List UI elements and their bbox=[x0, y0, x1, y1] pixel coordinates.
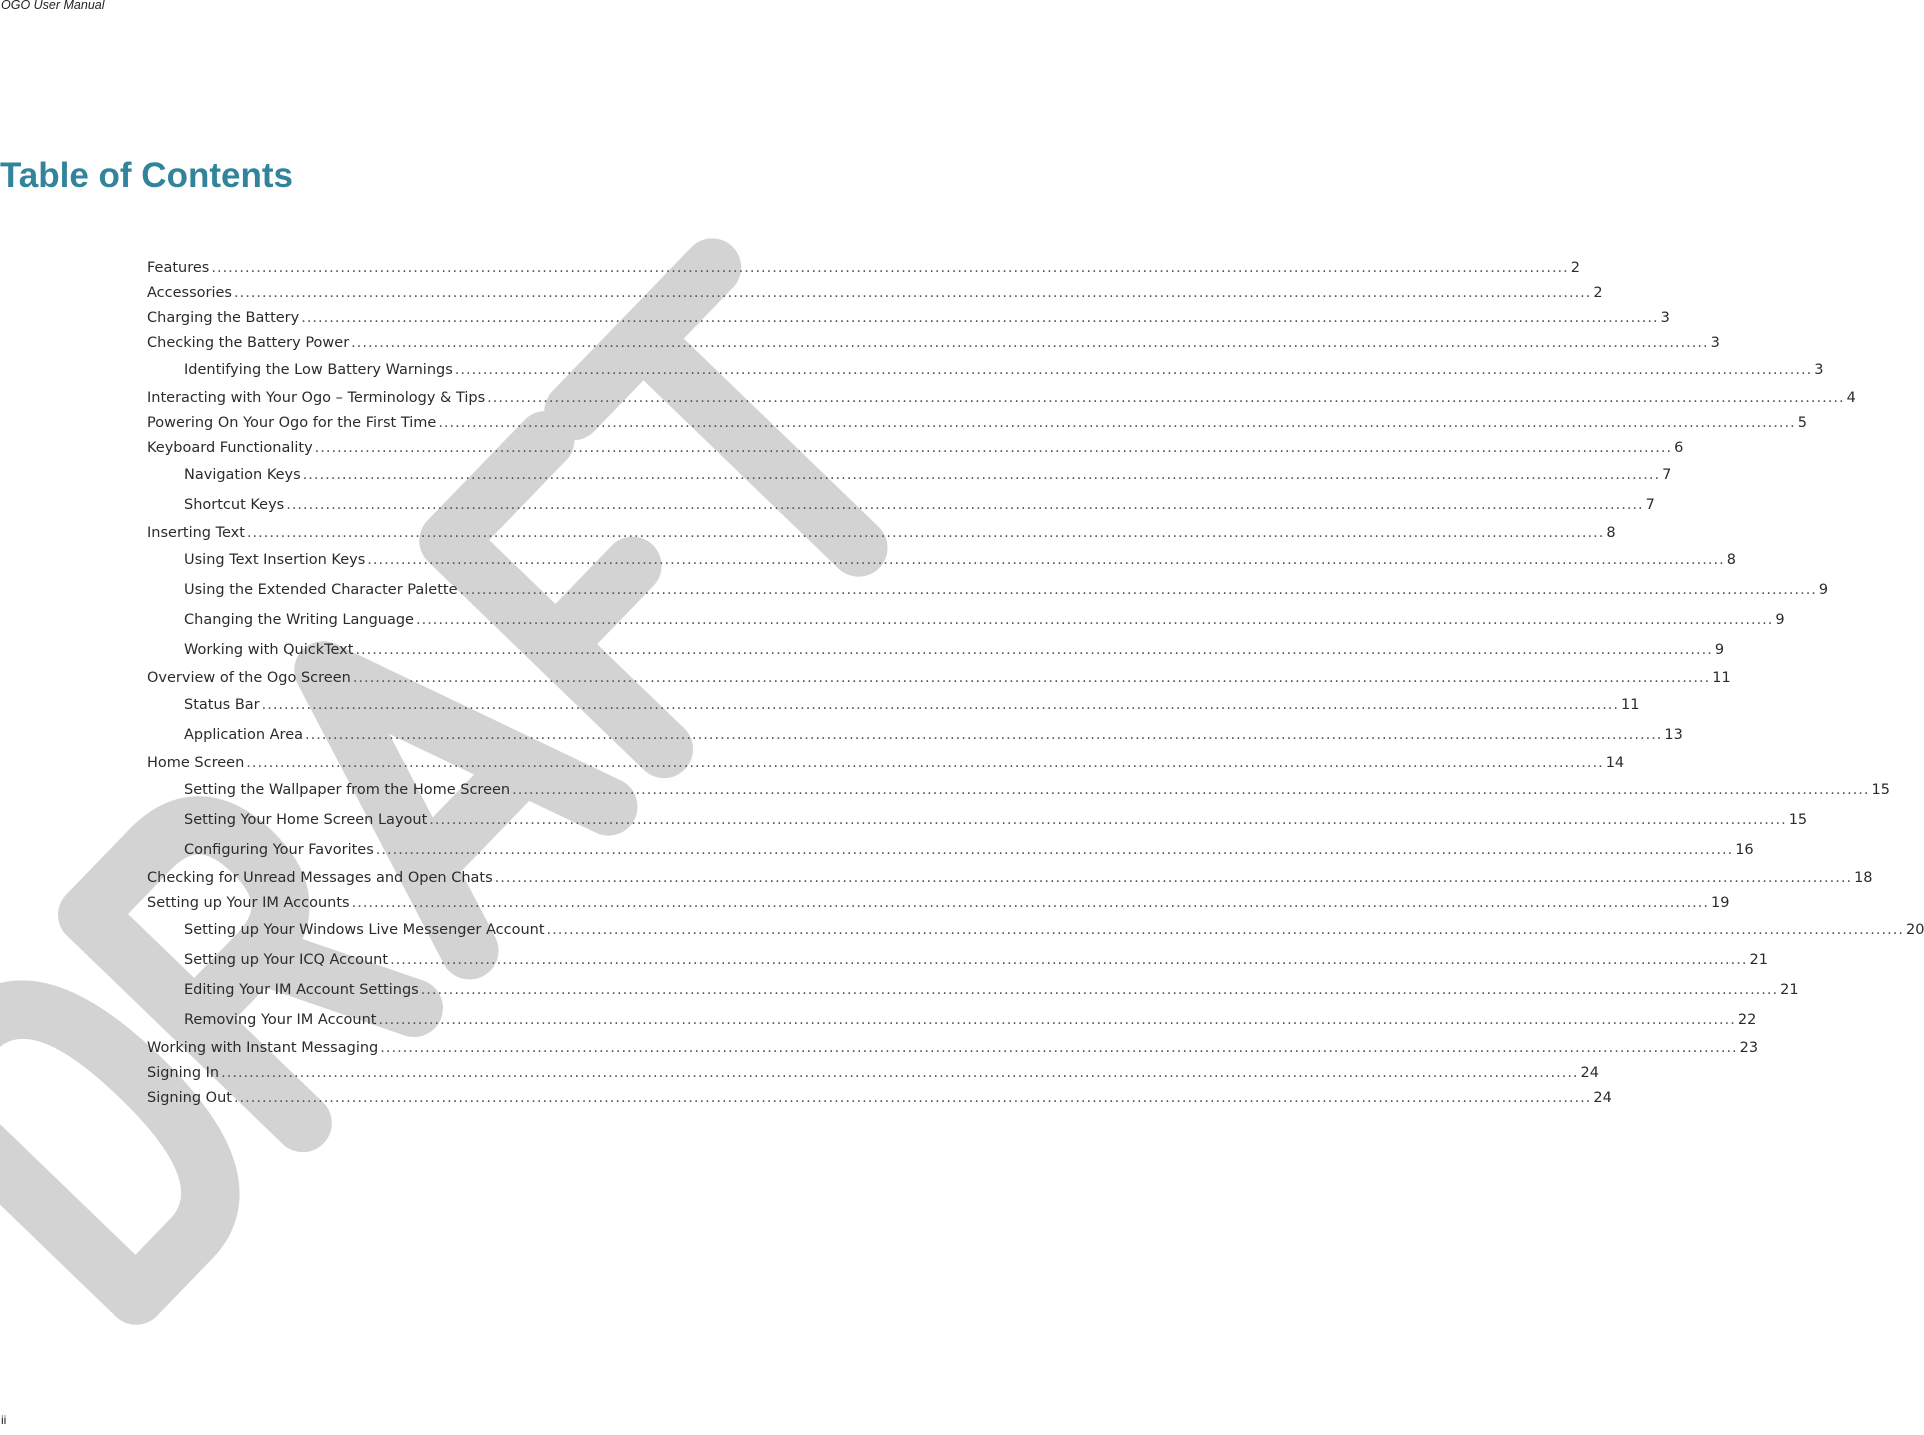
toc-entry-page: 7 bbox=[1645, 497, 1655, 513]
toc-entry-label: Configuring Your Favorites bbox=[184, 842, 374, 858]
toc-dot-leader bbox=[301, 308, 1658, 328]
toc-dot-leader bbox=[438, 413, 1795, 433]
toc-entry[interactable] bbox=[147, 460, 1672, 490]
toc-entry-label: Overview of the Ogo Screen bbox=[147, 669, 351, 686]
toc-entry-label: Checking the Battery Power bbox=[147, 334, 350, 351]
toc-entry-label: Powering On Your Ogo for the First Time bbox=[147, 414, 437, 431]
toc-dot-leader bbox=[376, 840, 1733, 860]
toc-entry-label: Setting up Your IM Accounts bbox=[147, 894, 350, 911]
toc-dot-leader bbox=[286, 495, 1643, 515]
toc-entry-label: Interacting with Your Ogo – Terminology & Tips bbox=[147, 389, 486, 406]
toc-entry[interactable] bbox=[147, 865, 1873, 890]
toc-entry[interactable] bbox=[147, 305, 1670, 330]
toc-entry[interactable] bbox=[147, 635, 1725, 665]
toc-entry[interactable] bbox=[147, 330, 1720, 355]
toc-entry-page: 21 bbox=[1749, 952, 1768, 968]
toc-entry[interactable] bbox=[147, 385, 1856, 410]
toc-entry[interactable] bbox=[147, 835, 1754, 865]
toc-dot-leader bbox=[547, 920, 1904, 940]
toc-dot-leader bbox=[303, 465, 1660, 485]
toc-dot-leader bbox=[234, 283, 1591, 303]
toc-entry-page: 4 bbox=[1846, 389, 1856, 406]
toc-entry[interactable] bbox=[147, 775, 1890, 805]
toc-entry-page: 3 bbox=[1814, 362, 1824, 378]
toc-entry-label: Identifying the Low Battery Warnings bbox=[184, 362, 453, 378]
table-of-contents bbox=[147, 255, 1924, 1110]
toc-entry[interactable] bbox=[147, 545, 1736, 575]
toc-entry-label: Using the Extended Character Palette bbox=[184, 582, 458, 598]
toc-entry-label: Navigation Keys bbox=[184, 467, 301, 483]
toc-entry-page: 19 bbox=[1711, 894, 1730, 911]
toc-entry[interactable] bbox=[147, 280, 1603, 305]
toc-entry[interactable] bbox=[147, 520, 1616, 545]
toc-entry-label: Changing the Writing Language bbox=[184, 612, 414, 628]
toc-entry-page: 15 bbox=[1871, 782, 1890, 798]
toc-entry-page: 7 bbox=[1662, 467, 1672, 483]
toc-dot-leader bbox=[416, 610, 1773, 630]
toc-entry-page: 3 bbox=[1660, 309, 1670, 326]
toc-entry-label: Setting up Your ICQ Account bbox=[184, 952, 389, 968]
toc-dot-leader bbox=[351, 333, 1708, 353]
toc-entry[interactable] bbox=[147, 605, 1785, 635]
toc-entry-page: 6 bbox=[1674, 439, 1684, 456]
toc-dot-leader bbox=[390, 950, 1747, 970]
toc-entry-page: 24 bbox=[1593, 1089, 1612, 1106]
toc-entry-page: 2 bbox=[1570, 259, 1581, 276]
toc-dot-leader bbox=[234, 1088, 1591, 1108]
toc-dot-leader bbox=[378, 1010, 1735, 1030]
toc-entry[interactable] bbox=[147, 750, 1625, 775]
toc-entry-label: Signing Out bbox=[147, 1089, 232, 1106]
toc-entry-page: 11 bbox=[1621, 697, 1640, 713]
toc-entry[interactable] bbox=[147, 945, 1768, 975]
toc-entry-page: 2 bbox=[1593, 284, 1603, 301]
toc-entry-page: 11 bbox=[1712, 669, 1731, 686]
toc-dot-leader bbox=[315, 438, 1672, 458]
toc-dot-leader bbox=[262, 695, 1619, 715]
toc-entry-label: Home Screen bbox=[147, 754, 245, 771]
toc-entry-page: 9 bbox=[1775, 612, 1785, 628]
toc-entry[interactable] bbox=[147, 1060, 1599, 1085]
toc-dot-leader bbox=[305, 725, 1662, 745]
toc-dot-leader bbox=[355, 640, 1712, 660]
toc-entry-label: Removing Your IM Account bbox=[184, 1012, 377, 1028]
toc-entry-page: 5 bbox=[1797, 414, 1807, 431]
toc-entry-label: Checking for Unread Messages and Open Chats bbox=[147, 869, 493, 886]
toc-entry-label: Inserting Text bbox=[147, 524, 245, 541]
toc-dot-leader bbox=[460, 580, 1817, 600]
toc-entry[interactable] bbox=[147, 410, 1807, 435]
toc-entry[interactable] bbox=[147, 1035, 1759, 1060]
toc-entry[interactable] bbox=[147, 1085, 1612, 1110]
toc-entry-page: 13 bbox=[1664, 727, 1683, 743]
toc-dot-leader bbox=[367, 550, 1724, 570]
toc-entry[interactable] bbox=[147, 890, 1730, 915]
toc-dot-leader bbox=[429, 810, 1786, 830]
toc-entry-page: 20 bbox=[1905, 922, 1924, 938]
toc-entry[interactable] bbox=[147, 490, 1655, 520]
toc-entry[interactable] bbox=[147, 435, 1684, 460]
toc-entry-label: Status Bar bbox=[184, 697, 260, 713]
toc-dot-leader bbox=[495, 868, 1852, 888]
toc-entry-label: Signing In bbox=[147, 1064, 220, 1081]
toc-dot-leader bbox=[455, 360, 1812, 380]
toc-entry-label: Working with QuickText bbox=[184, 642, 354, 658]
toc-entry[interactable] bbox=[147, 915, 1924, 945]
toc-entry-label: Setting up Your Windows Live Messenger Account bbox=[184, 922, 545, 938]
toc-entry-page: 16 bbox=[1735, 842, 1754, 858]
toc-entry-label: Accessories bbox=[147, 284, 232, 301]
toc-entry[interactable] bbox=[147, 1005, 1757, 1035]
toc-entry-label: Keyboard Functionality bbox=[147, 439, 313, 456]
toc-dot-leader bbox=[353, 668, 1710, 688]
toc-entry[interactable] bbox=[147, 720, 1683, 750]
toc-entry-page: 23 bbox=[1739, 1039, 1759, 1056]
toc-entry-page: 3 bbox=[1710, 334, 1720, 351]
toc-entry-label: Working with Instant Messaging bbox=[147, 1039, 379, 1056]
toc-dot-leader bbox=[421, 980, 1778, 1000]
page-title: Table of Contents bbox=[0, 156, 293, 195]
toc-dot-leader bbox=[352, 893, 1709, 913]
toc-entry-page: 15 bbox=[1788, 812, 1808, 828]
toc-dot-leader bbox=[247, 523, 1604, 543]
toc-entry-label: Charging the Battery bbox=[147, 309, 300, 326]
toc-entry-page: 9 bbox=[1818, 582, 1829, 598]
toc-dot-leader bbox=[512, 780, 1869, 800]
toc-entry-page: 24 bbox=[1580, 1064, 1599, 1081]
toc-dot-leader bbox=[211, 258, 1568, 278]
toc-entry[interactable] bbox=[147, 665, 1731, 690]
toc-dot-leader bbox=[487, 388, 1844, 408]
toc-entry-page: 9 bbox=[1714, 642, 1725, 658]
toc-dot-leader bbox=[246, 753, 1603, 773]
toc-entry-label: Setting Your Home Screen Layout bbox=[184, 812, 428, 828]
toc-entry-label: Shortcut Keys bbox=[184, 497, 285, 513]
toc-entry-page: 14 bbox=[1605, 754, 1625, 771]
toc-dot-leader bbox=[221, 1063, 1578, 1083]
toc-entry-page: 8 bbox=[1606, 524, 1616, 541]
toc-entry-label: Features bbox=[147, 259, 210, 276]
toc-entry-page: 21 bbox=[1780, 982, 1799, 998]
toc-entry-page: 22 bbox=[1737, 1012, 1757, 1028]
toc-entry[interactable] bbox=[147, 975, 1799, 1005]
toc-entry-page: 18 bbox=[1854, 869, 1873, 886]
page-number: ii bbox=[1, 1413, 7, 1427]
toc-entry[interactable] bbox=[147, 690, 1640, 720]
toc-entry[interactable] bbox=[147, 355, 1824, 385]
toc-entry-label: Editing Your IM Account Settings bbox=[184, 982, 419, 998]
toc-entry[interactable] bbox=[147, 805, 1808, 835]
toc-entry-page: 8 bbox=[1726, 552, 1736, 568]
running-header: OGO User Manual bbox=[1, 0, 105, 12]
toc-entry-label: Using Text Insertion Keys bbox=[184, 552, 366, 568]
toc-entry[interactable] bbox=[147, 255, 1581, 280]
toc-entry-label: Setting the Wallpaper from the Home Screen bbox=[184, 782, 511, 798]
toc-entry[interactable] bbox=[147, 575, 1829, 605]
toc-dot-leader bbox=[380, 1038, 1737, 1058]
toc-entry-label: Application Area bbox=[184, 727, 303, 743]
